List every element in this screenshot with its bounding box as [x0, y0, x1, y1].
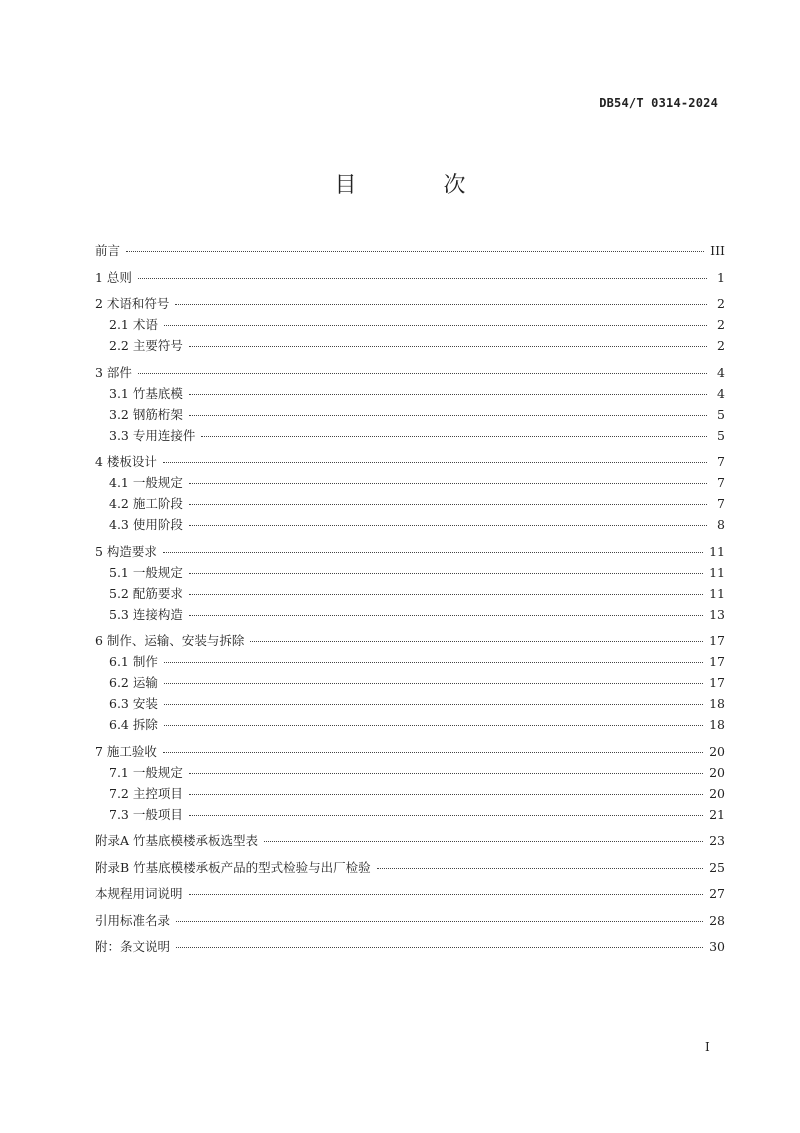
toc-entry-page: 30 — [709, 939, 725, 954]
toc-entry-label: 5.3 连接构造 — [109, 606, 183, 622]
toc-dot-leader — [189, 382, 707, 395]
toc-chapter-entry[interactable] — [95, 541, 725, 562]
toc-dot-leader — [164, 671, 703, 684]
toc-entry-label: 7.2 主控项目 — [109, 785, 183, 801]
toc-entry-label: 4.2 施工阶段 — [109, 496, 183, 511]
toc-section-entry[interactable] — [95, 804, 725, 825]
toc-section-entry[interactable] — [95, 404, 725, 425]
toc-dot-leader — [189, 582, 703, 595]
toc-dot-leader — [189, 803, 703, 816]
toc-entry-page: 18 — [709, 696, 725, 711]
toc-chapter-entry[interactable] — [95, 883, 725, 904]
toc-entry-page: 7 — [717, 496, 725, 511]
toc-entry-label: 6.4 拆除 — [109, 717, 158, 732]
toc-dot-leader — [164, 313, 707, 326]
toc-entry-page: 11 — [709, 585, 725, 601]
toc-entry-label: 5.2 配筋要求 — [109, 585, 183, 601]
toc-entry-page: 20 — [709, 785, 725, 801]
toc-entry-page: 17 — [709, 633, 725, 648]
toc-chapter-entry[interactable] — [95, 362, 725, 383]
toc-entry-page: 20 — [709, 764, 725, 780]
toc-entry-label: 1 总则 — [95, 269, 132, 285]
toc-section-entry[interactable] — [95, 672, 725, 693]
toc-chapter-entry[interactable] — [95, 451, 725, 472]
toc-entry-page: 27 — [709, 886, 725, 901]
toc-dot-leader — [164, 692, 703, 705]
toc-dot-leader — [189, 492, 707, 505]
toc-entry-page: 17 — [709, 654, 725, 669]
toc-entry-page: 2 — [717, 338, 725, 353]
toc-entry-page: 7 — [717, 475, 725, 490]
toc-dot-leader — [189, 561, 703, 574]
toc-entry-label: 前言 — [95, 243, 121, 258]
toc-section-entry[interactable] — [95, 693, 725, 714]
toc-chapter-entry[interactable] — [95, 293, 725, 314]
toc-dot-leader — [164, 650, 703, 663]
toc-entry-label: 7 施工验收 — [95, 743, 157, 759]
toc-entry-label: 3.3 专用连接件 — [109, 427, 196, 443]
toc-entry-label: 附录A 竹基底模楼承板选型表 — [95, 833, 259, 848]
toc-section-entry[interactable] — [95, 714, 725, 735]
toc-entry-label: 6.3 安装 — [109, 696, 158, 711]
toc-chapter-entry[interactable] — [95, 240, 725, 261]
toc-dot-leader — [189, 603, 703, 616]
toc-section-entry[interactable] — [95, 583, 725, 604]
toc-entry-label: 4.3 使用阶段 — [109, 517, 183, 532]
toc-entry-label: 2.1 术语 — [109, 317, 158, 332]
toc-entry-page: 4 — [717, 385, 725, 401]
toc-entry-label: 5.1 一般规定 — [109, 564, 183, 580]
toc-entry-page: 17 — [709, 675, 725, 690]
toc-dot-leader — [201, 424, 707, 437]
toc-section-entry[interactable] — [95, 604, 725, 625]
toc-entry-page: 5 — [717, 406, 725, 422]
table-of-contents — [95, 240, 725, 957]
toc-dot-leader — [189, 761, 703, 774]
toc-entry-page: 4 — [717, 364, 725, 380]
toc-dot-leader — [189, 471, 707, 484]
toc-dot-leader — [264, 829, 703, 842]
toc-entry-page: 23 — [709, 833, 725, 848]
toc-entry-label: 4.1 一般规定 — [109, 475, 183, 490]
toc-entry-page: 2 — [717, 296, 725, 311]
toc-entry-label: 6 制作、运输、安装与拆除 — [95, 633, 245, 648]
toc-dot-leader — [189, 882, 704, 895]
toc-entry-label: 附录B 竹基底模楼承板产品的型式检验与出厂检验 — [95, 859, 371, 875]
toc-entry-page: 8 — [717, 517, 725, 532]
toc-chapter-entry[interactable] — [95, 741, 725, 762]
toc-chapter-entry[interactable] — [95, 857, 725, 878]
toc-dot-leader — [164, 713, 703, 726]
page-title: 目 次 — [334, 173, 506, 198]
toc-dot-leader — [189, 782, 703, 795]
document-code: DB54/T 0314-2024 — [599, 96, 718, 110]
toc-dot-leader — [250, 629, 703, 642]
toc-entry-page: 18 — [709, 717, 725, 732]
toc-section-entry[interactable] — [95, 651, 725, 672]
toc-chapter-entry[interactable] — [95, 936, 725, 957]
toc-section-entry[interactable] — [95, 514, 725, 535]
toc-chapter-entry[interactable] — [95, 830, 725, 851]
toc-entry-label: 5 构造要求 — [95, 543, 157, 559]
toc-dot-leader — [175, 292, 707, 305]
toc-section-entry[interactable] — [95, 762, 725, 783]
toc-dot-leader — [189, 403, 707, 416]
toc-entry-label: 附：条文说明 — [95, 939, 171, 954]
toc-dot-leader — [163, 740, 703, 753]
toc-entry-page: 28 — [709, 912, 725, 928]
toc-entry-page: 11 — [709, 564, 725, 580]
toc-entry-label: 2.2 主要符号 — [109, 338, 183, 353]
toc-dot-leader — [189, 513, 707, 526]
toc-section-entry[interactable] — [95, 314, 725, 335]
toc-entry-page: III — [710, 243, 725, 258]
toc-dot-leader — [377, 856, 703, 869]
toc-chapter-entry[interactable] — [95, 630, 725, 651]
toc-chapter-entry[interactable] — [95, 267, 725, 288]
toc-dot-leader — [163, 540, 703, 553]
toc-entry-label: 4 楼板设计 — [95, 454, 157, 469]
toc-dot-leader — [163, 450, 707, 463]
toc-section-entry[interactable] — [95, 383, 725, 404]
toc-dot-leader — [138, 266, 707, 279]
toc-entry-page: 5 — [717, 427, 725, 443]
toc-entry-label: 7.1 一般规定 — [109, 764, 183, 780]
toc-section-entry[interactable] — [95, 335, 725, 356]
toc-section-entry[interactable] — [95, 472, 725, 493]
toc-entry-page: 13 — [709, 606, 725, 622]
toc-entry-label: 引用标准名录 — [95, 912, 171, 928]
toc-entry-label: 6.2 运输 — [109, 675, 158, 690]
toc-entry-label: 3.1 竹基底模 — [109, 385, 183, 401]
toc-dot-leader — [126, 239, 704, 252]
toc-entry-label: 7.3 一般项目 — [109, 806, 183, 822]
toc-section-entry[interactable] — [95, 783, 725, 804]
toc-dot-leader — [189, 334, 707, 347]
toc-section-entry[interactable] — [95, 493, 725, 514]
toc-entry-page: 21 — [709, 806, 725, 822]
toc-chapter-entry[interactable] — [95, 910, 725, 931]
toc-entry-page: 2 — [717, 317, 725, 332]
toc-dot-leader — [138, 361, 707, 374]
toc-dot-leader — [176, 935, 703, 948]
toc-entry-page: 7 — [717, 454, 725, 469]
toc-entry-page: 25 — [709, 859, 725, 875]
toc-entry-page: 11 — [709, 543, 725, 559]
toc-section-entry[interactable] — [95, 425, 725, 446]
toc-entry-page: 1 — [717, 269, 725, 285]
toc-entry-label: 3.2 钢筋桁架 — [109, 406, 183, 422]
toc-dot-leader — [176, 909, 703, 922]
page-number: I — [705, 1040, 710, 1054]
toc-section-entry[interactable] — [95, 562, 725, 583]
toc-entry-label: 6.1 制作 — [109, 654, 158, 669]
toc-entry-label: 2 术语和符号 — [95, 296, 170, 311]
toc-entry-label: 3 部件 — [95, 364, 132, 380]
toc-entry-label: 本规程用词说明 — [95, 886, 183, 901]
toc-entry-page: 20 — [709, 743, 725, 759]
